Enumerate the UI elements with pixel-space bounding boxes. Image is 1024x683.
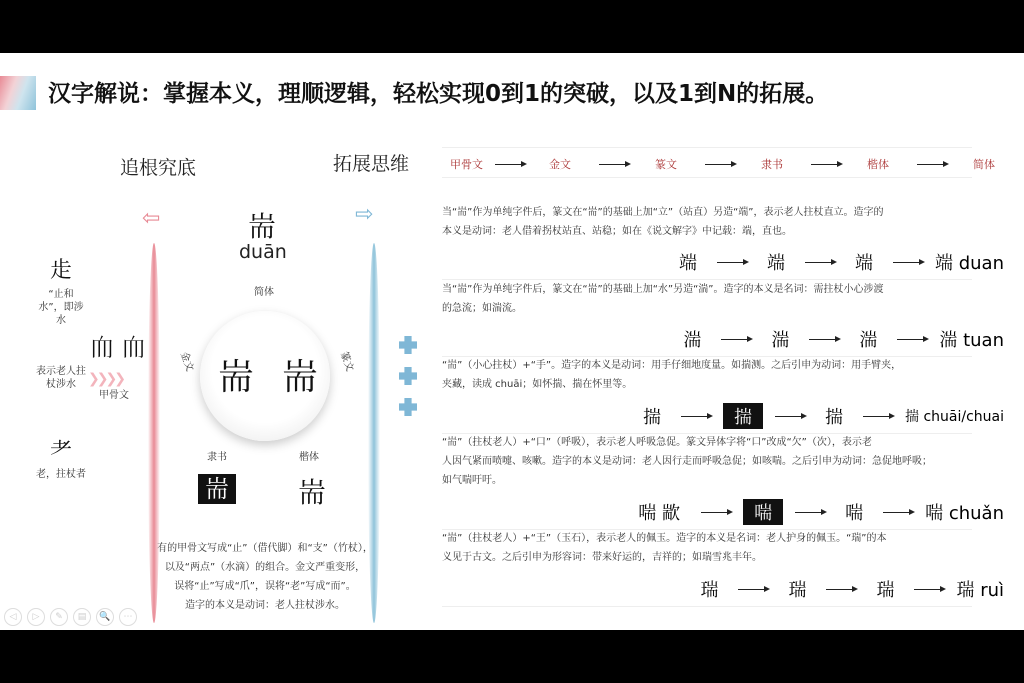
ancient-form-glyph: 端 — [679, 253, 697, 274]
label-regular: 楷体 — [299, 452, 319, 463]
entry-description — [442, 433, 962, 490]
glyph-zhi-shui: 歨 — [50, 258, 73, 283]
bronze-glyph: 耑 — [218, 357, 255, 398]
description-line: “耑”（拄杖老人）+“口”（呼吸），表示老人呼吸急促。篆文异体字将“口”改成“欠”（次），表示老 — [442, 437, 872, 448]
ancient-form-glyph: 瑞 — [700, 580, 719, 601]
desc-line: 有的甲骨文写成“止”（借代脚）和“支”（竹杖）， — [157, 543, 373, 554]
script-circle — [200, 311, 330, 441]
arrow-icon — [809, 339, 839, 340]
note-old: 老，拄杖者 — [36, 469, 86, 480]
evolution-row — [635, 403, 1004, 429]
more-icon[interactable]: ⋯ — [119, 608, 137, 626]
header-clerical: 隶书 — [761, 158, 783, 171]
final-character-pinyin: 湍 tuan — [939, 330, 1004, 351]
ancient-form-glyph: 湍 — [683, 330, 702, 351]
arrow-icon — [897, 339, 927, 340]
arrow-icon — [914, 589, 944, 590]
entry-description — [442, 280, 962, 318]
arrow-icon — [721, 339, 751, 340]
header-bronze: 金文 — [549, 158, 571, 171]
arrow-icon — [917, 164, 947, 165]
arrow-icon — [883, 512, 913, 513]
left-arrow-icon: ⇦ — [142, 206, 161, 231]
script-evolution-header — [450, 156, 995, 172]
slideshow-controls — [4, 608, 137, 626]
arrow-icon — [495, 164, 525, 165]
arrow-icon — [775, 416, 805, 417]
entry-description — [442, 356, 962, 394]
final-character-pinyin: 端 duan — [935, 253, 1004, 274]
arrow-icon — [893, 262, 923, 263]
arrow-icon — [811, 164, 841, 165]
regular-glyph: 耑 — [298, 476, 327, 509]
description-line: “耑”（小心拄杖）+“手”。造字的本义是动词：用手仔细地度量。如揣测。之后引申为动词：用手臂夹， — [442, 360, 902, 371]
ancient-form-glyph: 湍 — [771, 330, 790, 351]
ancient-form-glyph: 揣 — [723, 403, 763, 429]
header-oracle: 甲骨文 — [450, 158, 483, 171]
description-line: 人因气紧而喷嚏、咳嗽。造字的本义是动词：老人因行走而呼吸急促；如咳喘。之后引申为动词：急促地呼吸； — [442, 456, 932, 467]
main-character: 耑 — [248, 210, 277, 243]
arrow-icon — [681, 416, 711, 417]
arrow-icon — [826, 589, 856, 590]
previous-icon[interactable]: ◁ — [4, 608, 22, 626]
note-old-man-wading: 表示老人拄杖涉水 — [36, 366, 86, 390]
heading-trace-root: 追根究底 — [120, 157, 197, 179]
ancient-form-glyph: 喘 歂 — [638, 503, 680, 524]
desc-line: 造字的本义是动词：老人拄杖涉水。 — [185, 600, 345, 611]
description-line: 当“耑”作为单纯字件后，篆文在“耑”的基础上加“立”（站直）另造“端”，表示老人拄杖直立。造字的 — [442, 207, 884, 218]
slide — [0, 53, 1024, 630]
header-simplified: 简体 — [973, 158, 995, 171]
ancient-form-glyph: 瑞 — [876, 580, 895, 601]
final-character-pinyin: 瑞 ruì — [956, 580, 1004, 601]
plus-cross-icon — [399, 336, 417, 354]
description-line: “耑”（拄杖老人）+“王”（玉石），表示老人的佩玉。造字的本义是名词：老人护身的佩玉。“瑞”的本 — [442, 533, 887, 544]
description-line: 夹藏，读成 chuāi；如怀揣、揣在怀里等。 — [442, 379, 633, 390]
header-seal: 篆文 — [655, 158, 677, 171]
ancient-form-glyph: 湍 — [859, 330, 878, 351]
main-pinyin: duān — [239, 241, 287, 263]
clerical-glyph: 耑 — [198, 474, 236, 504]
ancient-form-glyph: 揣 — [825, 407, 843, 428]
title-badge — [0, 76, 36, 110]
divider — [442, 177, 972, 178]
label-seal: 篆文 — [337, 350, 356, 374]
ancient-form-glyph: 瑞 — [788, 580, 807, 601]
chevron-arrows-icon: ❯❯❯❯ — [88, 371, 123, 387]
oracle-label: 甲骨文 — [99, 390, 129, 401]
ancient-form-glyph: 喘 — [743, 499, 783, 525]
arrow-icon — [738, 589, 768, 590]
left-description — [130, 539, 400, 615]
final-character-pinyin: 揣 chuāi/chuai — [905, 409, 1004, 425]
header-regular: 楷体 — [867, 158, 889, 171]
arrow-icon — [717, 262, 747, 263]
right-arrow-icon: ⇨ — [355, 202, 374, 227]
desc-line: 误将“止”写成“爪”，误将“老”写成“而”。 — [174, 581, 356, 592]
evolution-row — [671, 249, 1004, 275]
description-line: 如气喘吁吁。 — [442, 475, 502, 486]
arrow-icon — [701, 512, 731, 513]
final-character-pinyin: 喘 chuǎn — [925, 503, 1004, 524]
zoom-icon[interactable]: 🔍 — [96, 608, 114, 626]
ancient-form-glyph: 揣 — [643, 407, 661, 428]
ancient-form-glyph: 端 — [855, 253, 873, 274]
label-bronze: 金文 — [177, 350, 196, 374]
ancient-form-glyph: 喘 — [845, 503, 864, 524]
ancient-form-glyph: 端 — [767, 253, 785, 274]
plus-cross-icon — [399, 367, 417, 385]
slides-icon[interactable]: ▤ — [73, 608, 91, 626]
arrow-icon — [705, 164, 735, 165]
arrow-icon — [805, 262, 835, 263]
plus-cross-icon — [399, 398, 417, 416]
heading-expand-thinking: 拓展思维 — [333, 153, 410, 175]
seal-glyph: 耑 — [282, 357, 319, 398]
entry-description — [442, 203, 962, 241]
arrow-icon — [599, 164, 629, 165]
evolution-row — [675, 326, 1004, 352]
evolution-row — [692, 576, 1004, 602]
description-line: 当“耑”作为单纯字件后，篆文在“耑”的基础上加“水”另造“湍”。造字的本义是名词：需拄杖小心涉渡 — [442, 284, 884, 295]
description-line: 义见于古文。之后引申为形容词：带来好运的，吉祥的；如瑞雪兆丰年。 — [442, 552, 762, 563]
divider — [442, 147, 972, 148]
arrow-icon — [795, 512, 825, 513]
evolution-row — [629, 499, 1004, 525]
glyph-old: 耂 — [50, 438, 73, 463]
label-clerical: 隶书 — [207, 452, 227, 463]
divider — [442, 606, 972, 607]
slide-title: 汉字解说：掌握本义，理顺逻辑，轻松实现0到1的突破，以及1到N的拓展。 — [48, 81, 829, 107]
next-icon[interactable]: ▷ — [27, 608, 45, 626]
description-line: 的急流；如湍流。 — [442, 303, 522, 314]
desc-line: 以及“两点”（水滴）的组合。金文严重变形， — [164, 562, 366, 573]
oracle-glyphs: 𦓐 𦓐 — [90, 334, 146, 362]
entry-description — [442, 529, 962, 567]
description-line: 本义是动词：老人借着拐杖站直、站稳；如在《说文解字》中记载：端，直也。 — [442, 226, 792, 237]
pen-icon[interactable]: ✎ — [50, 608, 68, 626]
note-zhi-shui: “止和水”，即涉水 — [38, 289, 84, 326]
arrow-icon — [863, 416, 893, 417]
label-simplified: 简体 — [254, 287, 274, 298]
